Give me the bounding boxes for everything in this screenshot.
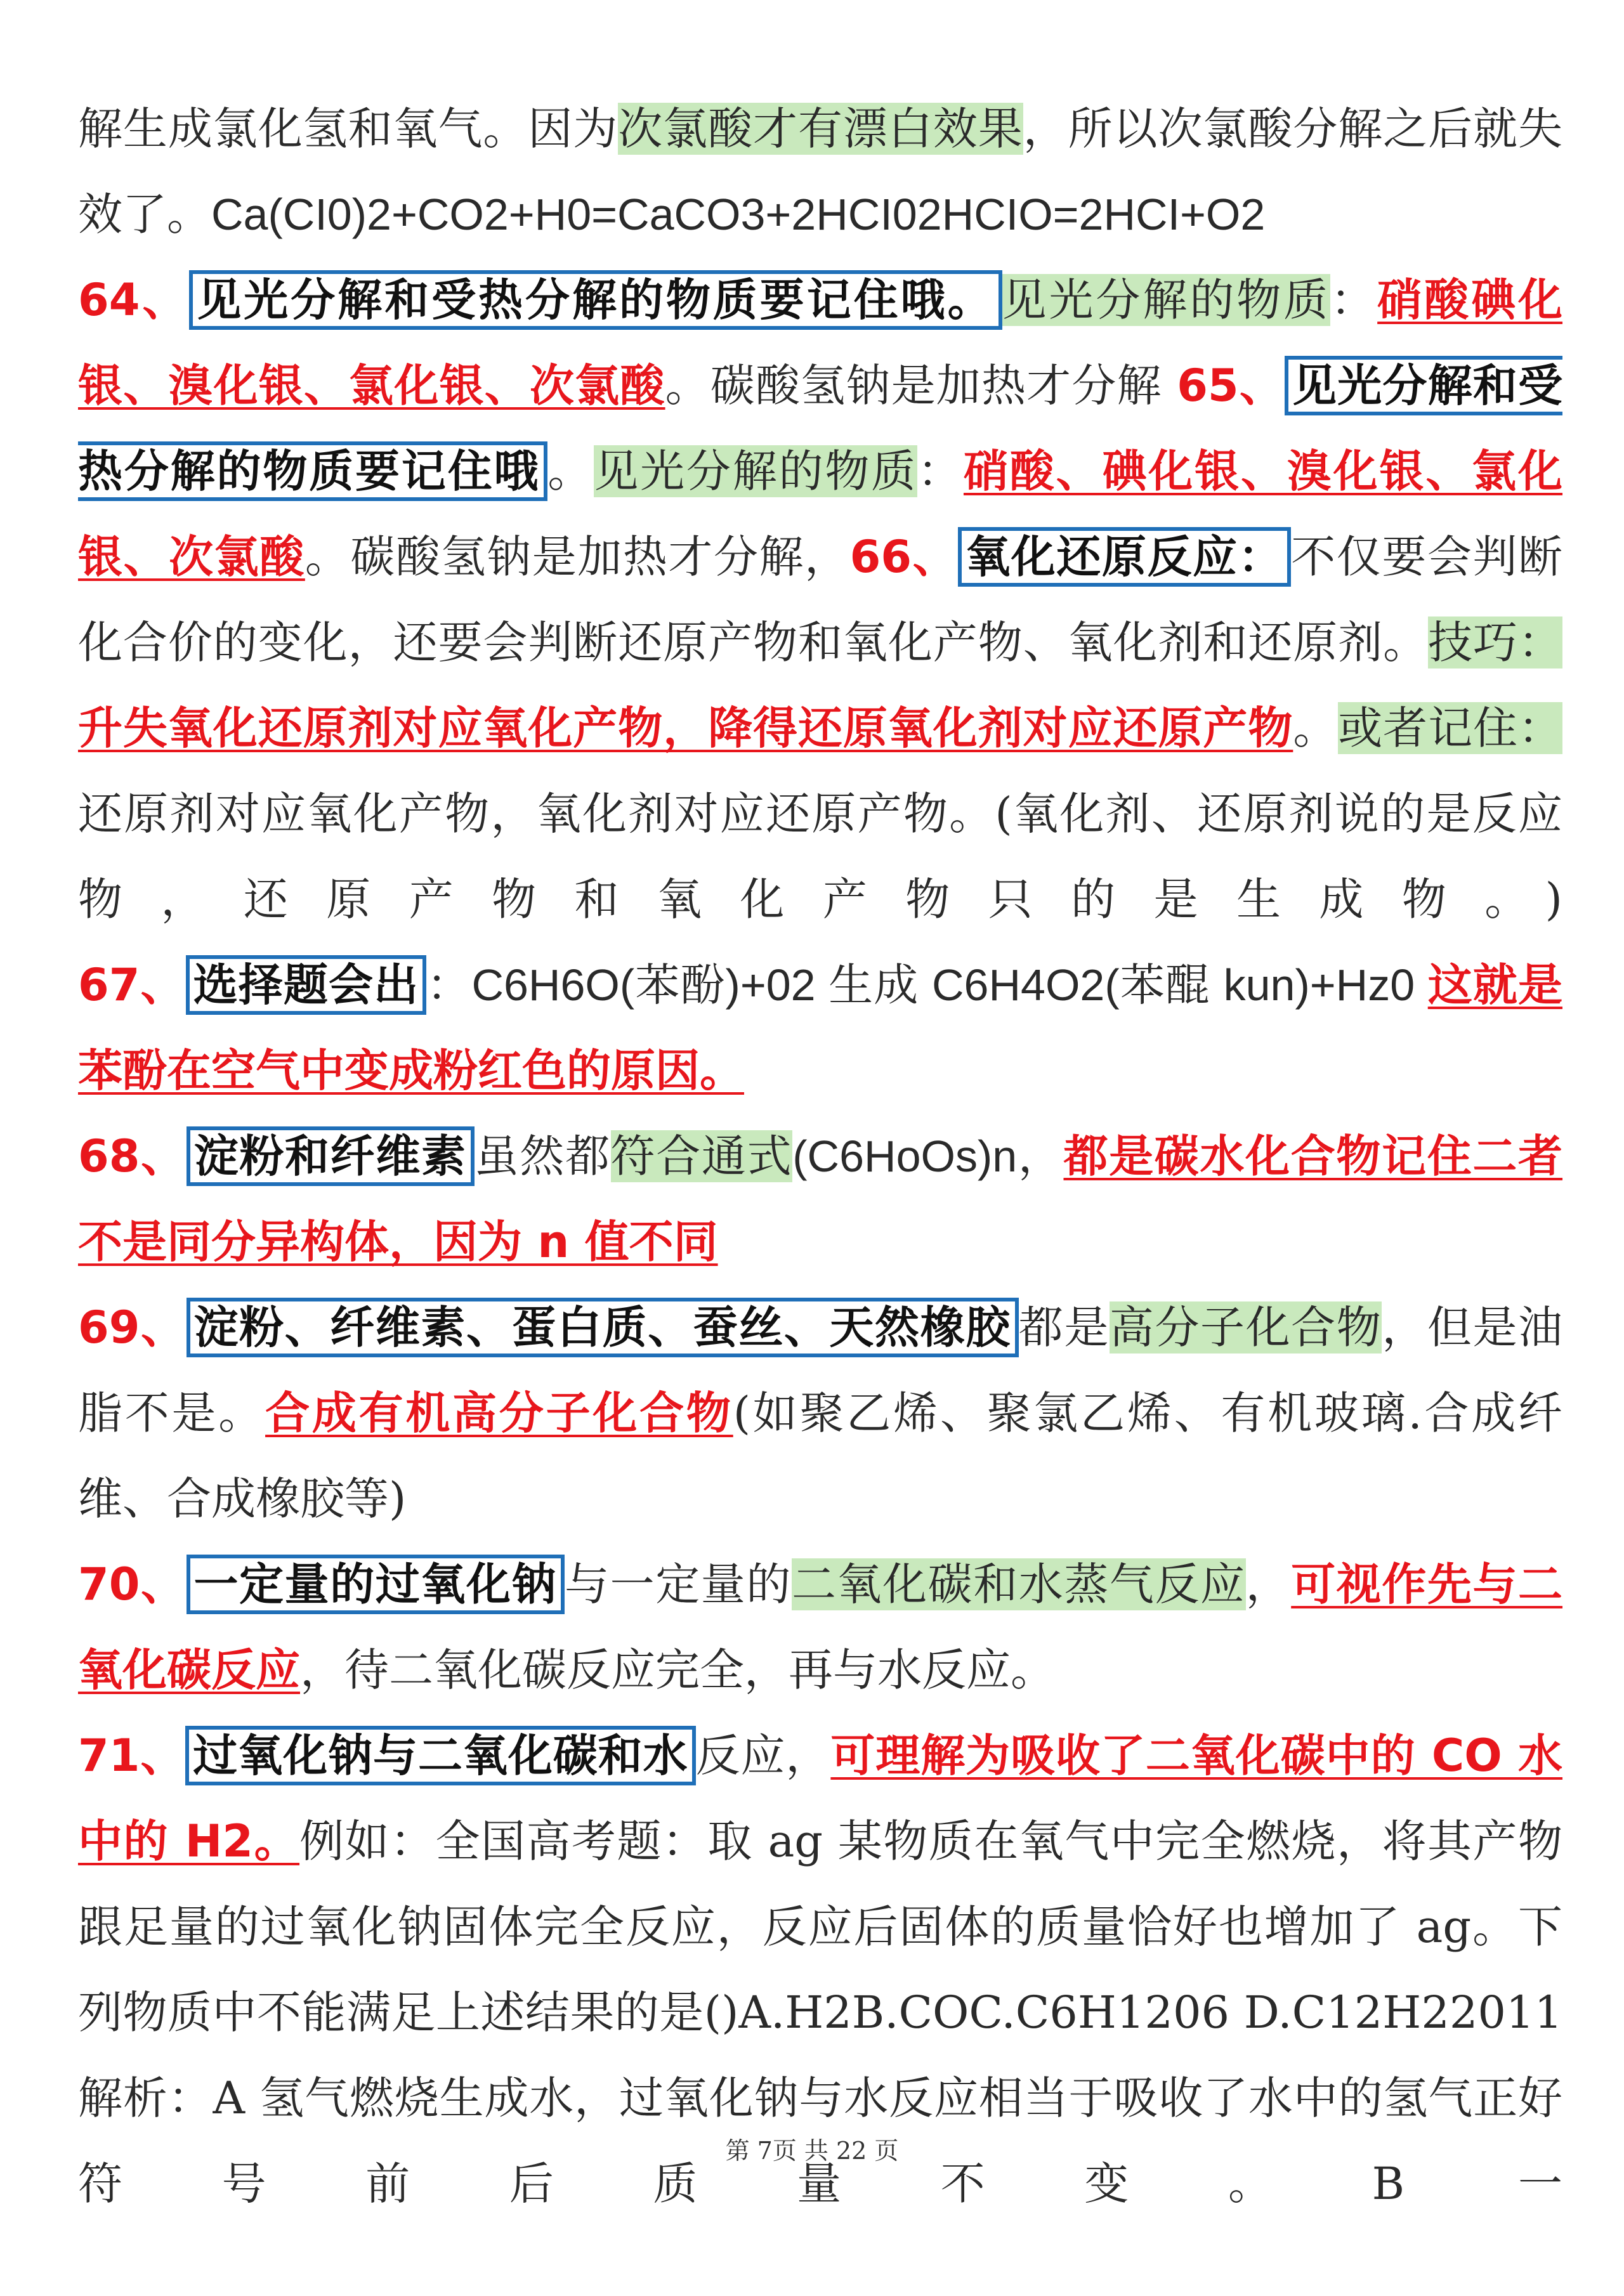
paragraph-67 — [78, 943, 1562, 1114]
boxed-keyword: 一定量的过氧化钠 — [187, 1555, 565, 1614]
text-segment: ： — [1330, 274, 1378, 326]
text-segment: 例如：全国高考题：取 ag 某物质在氧气中完全燃烧，将其产物跟足量的过氧化钠固体完全反应，反应后固体的质量恰好也增加了 ag。下列物质中不能满足上述结果的是()A.H2B.COC.C6H1206 D.C12H22011 解析：A 氢气燃烧生成水，过氧化钠与水反应相当于吸收了水中的氢气正好符号前后质量不变。B 一 — [78, 1815, 1562, 2210]
boxed-keyword: 淀粉、纤维素、蛋白质、蚕丝、天然橡胶 — [187, 1298, 1019, 1357]
green-highlight: 次氯酸才有漂白效果 — [618, 103, 1023, 155]
boxed-keyword: 见光分解和受热分解的物质要记住哦 — [78, 356, 1562, 501]
chemical-formula: ：C6H6O(苯酚)+02 生成 C6H4O2(苯醌 kun)+Hz0 — [426, 960, 1428, 1010]
text-segment: 。碳酸氢钠是加热才分解， — [304, 531, 850, 583]
red-underlined-text: 硝酸、碘化银、溴化银、氯化银、次氯酸 — [78, 445, 1563, 583]
item-number: 65、 — [1177, 360, 1285, 412]
green-highlight: 或者记住： — [1338, 702, 1562, 754]
green-highlight: 见光分解的物质 — [594, 445, 918, 497]
text-segment: (如聚乙烯、聚氯乙烯、有机玻璃.合成纤维、合成橡胶等) — [78, 1387, 1563, 1525]
boxed-keyword: 淀粉和纤维素 — [187, 1126, 475, 1186]
text-segment: ，所以次氯酸分解之后就失效了。 — [78, 103, 1562, 240]
text-segment: 。 — [547, 445, 594, 497]
red-underlined-text: 都是碳水化合物记住二者不是同分异构体，因为 n 值不同 — [78, 1130, 1563, 1268]
red-underlined-text: 可视作先与二氧化碳反应 — [78, 1558, 1563, 1696]
green-highlight: 二氧化碳和水蒸气反应 — [791, 1558, 1246, 1610]
boxed-keyword: 选择题会出 — [186, 955, 427, 1015]
boxed-keyword: 氧化还原反应： — [958, 527, 1291, 587]
green-highlight: 高分子化合物 — [1109, 1301, 1382, 1353]
text-segment: 解生成氯化氢和氧气。因为 — [78, 103, 619, 155]
text-segment: ，但是油脂不是。 — [78, 1301, 1563, 1439]
text-segment: 虽然都 — [474, 1130, 611, 1182]
item-number: 67、 — [78, 959, 186, 1011]
item-number: 68、 — [78, 1130, 187, 1182]
red-underlined-text: 合成有机高分子化合物 — [265, 1387, 733, 1439]
page-footer: 第 7页 共 22 页 — [725, 2137, 899, 2165]
text-segment: 。碳酸氢钠是加热才分解 — [665, 360, 1177, 412]
text-segment: 反应， — [695, 1730, 831, 1782]
red-underlined-text: 硝酸碘化银、溴化银、氯化银、次氯酸 — [78, 274, 1563, 412]
boxed-keyword: 过氧化钠与二氧化碳和水 — [185, 1726, 695, 1785]
paragraph-69 — [78, 1285, 1562, 1542]
boxed-keyword: 见光分解和受热分解的物质要记住哦。 — [189, 270, 1002, 330]
text-segment: 还原剂对应氧化产物，氧化剂对应还原产物。(氧化剂、还原剂说的是反应物，还原产物和氧化产物只的是生成物。) — [78, 788, 1562, 925]
text-segment: ， — [1245, 1558, 1292, 1610]
item-number: 70、 — [78, 1558, 187, 1610]
text-segment: 。 — [1293, 702, 1339, 754]
text-segment: 与一定量的 — [565, 1558, 792, 1610]
text-segment: ，待二氧化碳反应完全，再与水反应。 — [300, 1644, 1055, 1696]
item-number: 69、 — [78, 1301, 187, 1353]
paragraph-68 — [78, 1114, 1562, 1285]
page-content — [78, 86, 1562, 2227]
paragraph-64 — [78, 258, 1562, 943]
text-segment: 不仅要会判断化合价的变化，还要会判断还原产物和氧化产物、氧化剂和还原剂。 — [78, 531, 1563, 669]
green-highlight: 符合通式 — [610, 1130, 793, 1182]
red-underlined-text: 升失氧化还原剂对应氧化产物，降得还原氧化剂对应还原产物 — [78, 702, 1293, 754]
item-number: 66、 — [849, 531, 959, 583]
paragraph-70 — [78, 1542, 1562, 1713]
chemical-formula: (C6HoOs)n， — [792, 1132, 1064, 1181]
chemical-formula: Ca(CI0)2+CO2+H0=CaCO3+2HCI02HCIO=2HCI+O2 — [211, 190, 1266, 239]
text-segment: 都是 — [1018, 1301, 1110, 1353]
red-underlined-text: 这就是苯酚在空气中变成粉红色的原因。 — [78, 959, 1562, 1097]
item-number: 71、 — [78, 1730, 186, 1782]
green-highlight: 见光分解的物质 — [1002, 274, 1331, 326]
text-segment: ： — [917, 445, 964, 497]
item-number: 64、 — [78, 274, 190, 326]
paragraph-63-continued — [78, 86, 1562, 258]
green-highlight: 技巧： — [1428, 616, 1562, 669]
red-underlined-text: 可理解为吸收了二氧化碳中的 CO 水中的 H2。 — [78, 1730, 1563, 1867]
